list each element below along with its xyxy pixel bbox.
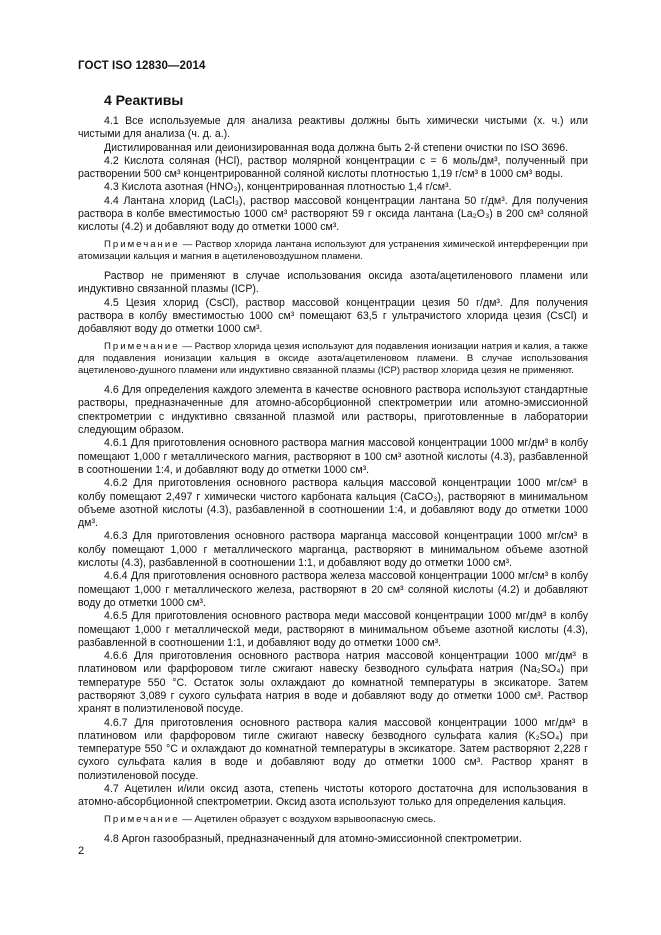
para-4-6-1: 4.6.1 Для приготовления основного раствора магния массовой концентрации 1000 мг/дм³ в колбу помещают 1,000 г металлического магния, растворяют в 100 см³ азотной кислоты (4.3), разбавленной в соотношении 1:4, и добавляют воду до отметки 1000 см³. (78, 437, 588, 476)
para-4-6-3: 4.6.3 Для приготовления основного раствора марганца массовой концентрации 1000 мг/см³ в колбу помещают 1,000 г металлического марганца, растворяют в минимальном объеме азотной кислоты (4.3), разбавленной в соотношении 1:1, и добавляют воду до отметки 1000 см³. (78, 530, 588, 570)
para-4-6-2: 4.6.2 Для приготовления основного раствора кальция массовой концентрации 1000 мг/см³ в колбу помещают 2,497 г химически чистого карбоната кальция (CaCO₃), растворяют в минимальном объеме азотной кислоты (4.3), разбавленной в соотношении 1:4, и добавляют воду до отметки 1000 дм³. (78, 477, 588, 530)
section-body (78, 115, 588, 846)
para-4-6-6: 4.6.6 Для приготовления основного раствора натрия массовой концентрации 1000 мг/дм³ в платиновом или фарфоровом тигле сжигают навеску безводного сульфата натрия (Na₂SO₄) при температуре 550 °С. Остаток золы охлаждают до комнатной температуры в эксикаторе. Затем растворяют 3,089 г сухого сульфата натрия в воде и добавляют воду до отметки 1000 см³. Раствор хранят в полиэтиленовой посуде. (78, 650, 588, 716)
para-4-6-5: 4.6.5 Для приготовления основного раствора меди массовой концентрации 1000 мг/дм³ в колбу помещают 1,000 г металлической меди, растворяют в минимальном объеме азотной кислоты (4.3), разбавленной в соотношении 1:1, и добавляют воду до отметки 1000 см³. (78, 610, 588, 649)
section-title: 4 Реактивы (104, 92, 184, 108)
note-text: — Раствор хлорида лантана используют для устранения химической интерференции при атомизации кальция и магния в ацетиленовоздушном пламени. (78, 238, 588, 262)
page-number: 2 (78, 845, 85, 857)
para-4-6: 4.6 Для определения каждого элемента в качестве основного раствора используют стандартные растворы, предназначенные для атомно-абсорбционной спектрометрии или атомно-эмиссионной спектрометрии с индуктивно связанной плазмой или растворы, приготовленные в лаборатории следующим образом. (78, 384, 588, 437)
para-4-7: 4.7 Ацетилен и/или оксид азота, степень чистоты которого достаточна для использования в атомно-абсорбционной спектрометрии. Оксид азота используют только для определения кальция. (78, 783, 588, 809)
para-4-3: 4.3 Кислота азотная (HNO₃), концентрированная плотностью 1,4 г/см³. (104, 181, 452, 194)
para-4-2: 4.2 Кислота соляная (HCl), раствор молярной концентрации c = 6 моль/дм³, полученный при растворении 500 см³ концентрированной соляной кислоты плотностью 1,19 г/см³ в 1000 см³ воды. (78, 154, 588, 181)
para-4-8: 4.8 Аргон газообразный, предназначенный для атомно-эмиссионной спектрометрии. (104, 832, 522, 845)
para-4-6-7: 4.6.7 Для приготовления основного раствора калия массовой концентрации 1000 мг/дм³ в платиновом или фарфоровом тигле сжигают навеску безводного сульфата калия (K₂SO₄) при температуре 550 °С и охлаждают до комнатной температуры в эксикаторе. Затем растворяют 2,228 г сухого сульфата калия в воде и добавляют воду до отметки 1000 см³. Раствор хранят в полиэтиленовой посуде. (78, 716, 588, 782)
note-text: — Раствор хлорида цезия используют для подавления ионизации натрия и калия, а также для подавления ионизации кальция в оксиде азота/ацетиленовом пламени. В случае использования ацетиленово-душного пламени или индуктивно связанной плазмы (ICP) раствор хлорида цезия не применяют. (78, 340, 588, 376)
note-cesium (78, 341, 588, 378)
note-label: Примечание (104, 813, 180, 825)
note-label: Примечание (104, 340, 180, 352)
note-label: Примечание (104, 238, 180, 250)
para-4-6-4: 4.6.4 Для приготовления основного раствора железа массовой концентрации 1000 мг/см³ в колбу помещают 1,000 г металлического железа, растворяют в 20 см³ соляной кислоты (4.2) и добавляют воду до отметки 1000 см³. (78, 570, 588, 609)
document-header: ГОСТ ISO 12830—2014 (78, 60, 206, 72)
note-text: — Ацетилен образует с воздухом взрывоопасную смесь. (179, 813, 436, 825)
note-lanthanum (78, 239, 588, 263)
para-4-1: 4.1 Все используемые для анализа реактивы должны быть химически чистыми (х. ч.) или чистыми для анализа (ч. д. а.). (78, 115, 588, 141)
note-acetylene (78, 814, 588, 826)
para-4-5: 4.5 Цезия хлорид (CsCl), раствор массовой концентрации цезия 50 г/дм³. Для получения раствора в колбу вместимостью 1000 см³ помещают 63,5 г ультрачистого хлорида цезия (CsCl) и добавляют воду до отметки 1000 см³. (78, 296, 588, 336)
para-nitro: Раствор не применяют в случае использования оксида азота/ацетиленового пламени или индуктивно связанной плазмы (ICP). (78, 270, 588, 296)
para-water: Дистилированная или деионизированная вода должна быть 2-й степени очистки по ISO 3696. (104, 141, 569, 154)
para-4-4: 4.4 Лантана хлорид (LaCl₃), раствор массовой концентрации лантана 50 г/дм³. Для получения раствора в колбе вместимостью 1000 см³ растворяют 59 г оксида лантана (La₂O₃) в 200 см³ соляной кислоты (4.2) и добавляют воду до отметки 1000 см³. (78, 194, 588, 234)
